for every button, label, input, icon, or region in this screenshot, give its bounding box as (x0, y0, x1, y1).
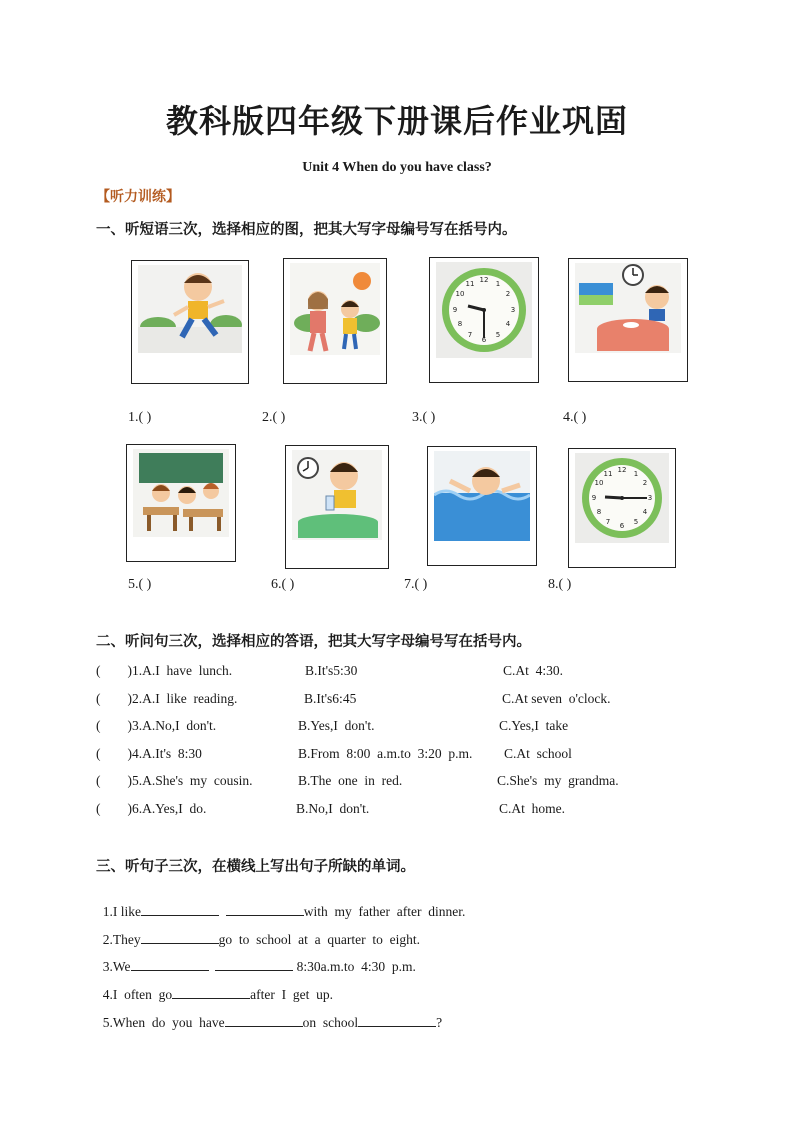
answer-blank-2[interactable]: 2.( ) (262, 410, 286, 425)
unit-subtitle: Unit 4 When do you have class? (302, 160, 492, 175)
svg-text:1: 1 (495, 280, 501, 288)
question-6-option-c: C.At home. (499, 801, 565, 816)
svg-text:7: 7 (605, 518, 611, 526)
svg-text:4: 4 (642, 508, 648, 516)
question-6-option-b: B.No,I don't. (296, 801, 370, 816)
sentence-1-end: with my father after dinner. (303, 904, 466, 919)
picture-frame-3 (429, 257, 539, 383)
sentence-1-start: 1.I like (102, 904, 141, 919)
svg-text:2: 2 (505, 290, 511, 298)
question-2-option-b: B.It's6:45 (304, 691, 357, 706)
question-5-option-a: ( )5.A.She's my cousin. (96, 773, 253, 788)
answer-blank-5[interactable]: 5.( ) (128, 577, 152, 592)
boy-brushing-teeth-image (292, 450, 382, 540)
picture-frame-4 (568, 258, 688, 382)
answer-blank-6[interactable]: 6.( ) (271, 577, 295, 592)
sentence-4-start: 4.I often go (102, 987, 173, 1002)
sentence-5-end: ? (436, 1015, 443, 1030)
classroom-image (133, 449, 229, 537)
svg-text:4: 4 (505, 320, 511, 328)
question-6-option-a: ( )6.A.Yes,I do. (96, 801, 207, 816)
sentence-5-middle: on school (302, 1015, 359, 1030)
question-4-option-a: ( )4.A.It's 8:30 (96, 746, 202, 761)
question-3-option-b: B.Yes,I don't. (298, 718, 375, 733)
svg-text:11: 11 (603, 470, 613, 478)
picture-frame-1 (131, 260, 249, 384)
svg-text:6: 6 (481, 336, 487, 344)
question-1-option-c: C.At 4:30. (503, 663, 564, 678)
answer-blank-8[interactable]: 8.( ) (548, 577, 572, 592)
svg-text:10: 10 (455, 290, 465, 298)
sentence-2-start: 2.They (102, 932, 141, 947)
question-2-option-a: ( )2.A.I like reading. (96, 691, 238, 706)
mother-and-boy-image (290, 263, 380, 355)
boy-swimming-image (434, 451, 530, 541)
part2-heading: 二、听问句三次，选择相应的答语，把其大写字母编号写在括号内。 (96, 634, 531, 650)
answer-blank-1[interactable]: 1.( ) (128, 410, 152, 425)
question-1-option-b: B.It's5:30 (305, 663, 358, 678)
svg-text:5: 5 (495, 331, 501, 339)
picture-frame-8 (568, 448, 676, 568)
clock-nine-thirty-image (436, 262, 532, 358)
svg-text:10: 10 (594, 479, 604, 487)
svg-text:8: 8 (596, 508, 602, 516)
picture-frame-2 (283, 258, 387, 384)
question-3-option-c: C.Yes,I take (499, 718, 569, 733)
svg-text:3: 3 (510, 306, 516, 314)
sentence-5 (96, 998, 442, 1031)
question-4-option-c: C.At school (504, 746, 572, 761)
sentence-5-start: 5.When do you have (102, 1015, 225, 1030)
picture-frame-7 (427, 446, 537, 566)
question-1-option-a: ( )1.A.I have lunch. (96, 663, 233, 678)
svg-text:1: 1 (633, 470, 639, 478)
question-5-option-b: B.The one in red. (298, 773, 403, 788)
svg-text:12: 12 (479, 276, 489, 284)
svg-text:8: 8 (457, 320, 463, 328)
svg-text:9: 9 (591, 494, 597, 502)
sentence-4-end: after I get up. (250, 987, 333, 1002)
part1-heading: 一、听短语三次，选择相应的图，把其大写字母编号写在括号内。 (96, 222, 517, 238)
svg-text:11: 11 (465, 280, 475, 288)
sentence-3-end: 8:30a.m.to 4:30 p.m. (296, 959, 416, 974)
picture-frame-6 (285, 445, 389, 569)
part3-heading: 三、听句子三次，在横线上写出句子所缺的单词。 (96, 859, 415, 875)
sentence-3-start: 3.We (102, 959, 131, 974)
question-5-option-c: C.She's my grandma. (497, 773, 619, 788)
answer-blank-7[interactable]: 7.( ) (404, 577, 428, 592)
svg-text:2: 2 (642, 479, 648, 487)
fill-blank[interactable] (225, 1014, 303, 1027)
answer-blank-4[interactable]: 4.( ) (563, 410, 587, 425)
fill-blank[interactable] (358, 1014, 436, 1027)
svg-text:3: 3 (647, 494, 653, 502)
sentence-2-end: go to school at a quarter to eight. (218, 932, 420, 947)
picture-frame-5 (126, 444, 236, 562)
svg-text:5: 5 (633, 518, 639, 526)
section-tag: 【听力训练】 (96, 189, 180, 205)
boy-running-image (138, 265, 242, 353)
svg-text:12: 12 (617, 466, 627, 474)
svg-text:7: 7 (467, 331, 473, 339)
boy-eating-image (575, 263, 681, 353)
clock-nine-fifteen-image (575, 453, 669, 543)
question-4-option-b: B.From 8:00 a.m.to 3:20 p.m. (298, 746, 473, 761)
question-2-option-c: C.At seven o'clock. (502, 691, 611, 706)
page-title: 教科版四年级下册课后作业巩固 (165, 102, 628, 140)
svg-text:9: 9 (452, 306, 458, 314)
question-3-option-a: ( )3.A.No,I don't. (96, 718, 217, 733)
svg-text:6: 6 (619, 522, 625, 530)
answer-blank-3[interactable]: 3.( ) (412, 410, 436, 425)
